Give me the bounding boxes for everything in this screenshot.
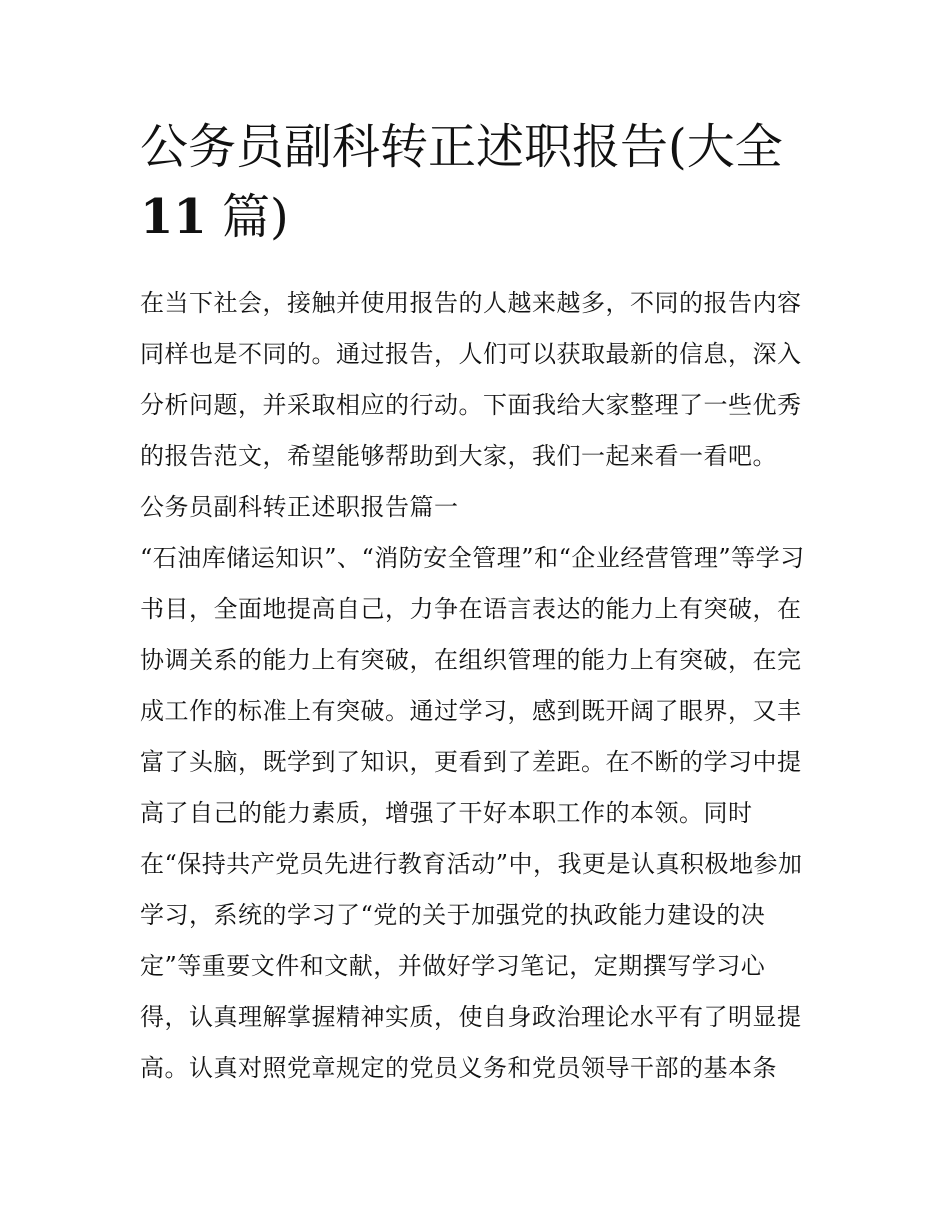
- text-line: “石油库储运知识”、“消防安全管理”和“企业经营管理”等学习: [140, 544, 805, 572]
- text-line: 得，认真理解掌握精神实质，使自身政治理论水平有了明显提: [140, 1003, 802, 1031]
- text-line: 分析问题，并采取相应的行动。下面我给大家整理了一些优秀: [140, 391, 802, 419]
- text-line: 在当下社会，接触并使用报告的人越来越多，不同的报告内容: [140, 289, 802, 317]
- text-line: 书目，全面地提高自己，力争在语言表达的能力上有突破，在: [140, 595, 802, 623]
- body-text: [140, 278, 840, 1094]
- text-line: 定”等重要文件和文献，并做好学习笔记，定期撰写学习心: [140, 952, 766, 980]
- text-line: 富了头脑，既学到了知识，更看到了差距。在不断的学习中提: [140, 748, 802, 776]
- text-line: 的报告范文，希望能够帮助到大家，我们一起来看一看吧。: [140, 442, 777, 470]
- text-line: 高。认真对照党章规定的党员义务和党员领导干部的基本条: [140, 1054, 777, 1082]
- text-line: 在“保持共产党员先进行教育活动”中，我更是认真积极地参加: [140, 850, 803, 878]
- page-title: [140, 112, 830, 252]
- title-number: 11: [140, 189, 207, 245]
- section-heading: 公务员副科转正述职报告篇一: [140, 493, 459, 521]
- text-line: 成工作的标准上有突破。通过学习，感到既开阔了眼界，又丰: [140, 697, 802, 725]
- text-line: 协调关系的能力上有突破，在组织管理的能力上有突破，在完: [140, 646, 802, 674]
- text-line: 学习，系统的学习了“党的关于加强党的执政能力建设的决: [140, 901, 766, 929]
- text-line: 同样也是不同的。通过报告，人们可以获取最新的信息，深入: [140, 340, 802, 368]
- title-line-2-rest: 篇): [206, 189, 289, 245]
- text-line: 高了自己的能力素质，增强了干好本职工作的本领。同时: [140, 799, 753, 827]
- title-line-1: 公务员副科转正述职报告(大全: [140, 119, 783, 175]
